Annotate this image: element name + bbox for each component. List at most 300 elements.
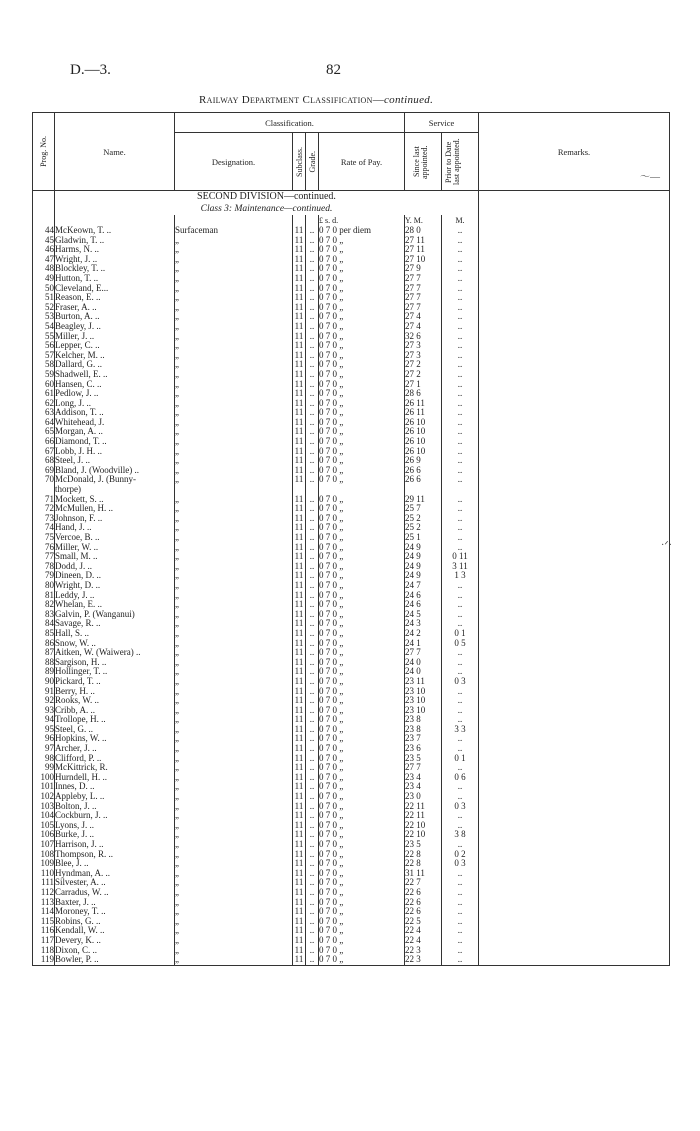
row-number: 71 — [33, 495, 55, 505]
remarks — [479, 917, 670, 927]
service-prior: 0 3 — [442, 677, 479, 687]
table-row — [33, 399, 670, 409]
rate-of-pay: 0 7 0 „ — [319, 907, 405, 917]
table-row — [33, 322, 670, 332]
service-prior: .. — [442, 619, 479, 629]
designation: „ — [175, 840, 293, 850]
grade: .. — [306, 955, 319, 965]
remarks — [479, 437, 670, 447]
service-prior: .. — [442, 763, 479, 773]
table-row — [33, 495, 670, 505]
row-number: 90 — [33, 677, 55, 687]
remarks — [479, 696, 670, 706]
subclass: 11 — [293, 466, 306, 476]
service-since: 24 5 — [405, 610, 442, 620]
table-row — [33, 687, 670, 697]
remarks — [479, 821, 670, 831]
remarks — [479, 523, 670, 533]
subclass: 11 — [293, 658, 306, 668]
designation: „ — [175, 696, 293, 706]
remarks — [479, 936, 670, 946]
service-since: 23 6 — [405, 744, 442, 754]
remarks — [479, 360, 670, 370]
table-row — [33, 562, 670, 572]
service-prior: .. — [442, 514, 479, 524]
rate-of-pay: 0 7 0 „ — [319, 591, 405, 601]
row-number — [33, 485, 55, 495]
subclass: 11 — [293, 648, 306, 658]
table-row — [33, 552, 670, 562]
row-number: 75 — [33, 533, 55, 543]
employee-name: Hand, J. .. — [55, 523, 175, 533]
employee-name: Blockley, T. .. — [55, 264, 175, 274]
employee-name: Small, M. .. — [55, 552, 175, 562]
employee-name: Carradus, W. .. — [55, 888, 175, 898]
service-prior: .. — [442, 917, 479, 927]
remarks — [479, 332, 670, 342]
designation: „ — [175, 802, 293, 812]
grade: .. — [306, 264, 319, 274]
designation: Surfaceman — [175, 226, 293, 236]
remarks — [479, 715, 670, 725]
subclass: 11 — [293, 802, 306, 812]
employee-name: Aitken, W. (Waiwera) .. — [55, 648, 175, 658]
remarks — [479, 543, 670, 553]
employee-name: Kendall, W. .. — [55, 926, 175, 936]
remarks — [479, 859, 670, 869]
subclass: 11 — [293, 591, 306, 601]
service-prior: .. — [442, 226, 479, 236]
grade: .. — [306, 859, 319, 869]
grade: .. — [306, 351, 319, 361]
designation: „ — [175, 955, 293, 965]
rate-of-pay: 0 7 0 „ — [319, 898, 405, 908]
remarks — [479, 907, 670, 917]
service-since: 27 11 — [405, 236, 442, 246]
service-prior: .. — [442, 821, 479, 831]
designation: „ — [175, 255, 293, 265]
table-row — [33, 898, 670, 908]
service-prior — [442, 485, 479, 495]
employee-name: Dixon, C. .. — [55, 946, 175, 956]
subclass: 11 — [293, 946, 306, 956]
subclass: 11 — [293, 888, 306, 898]
employee-name: Mockett, S. .. — [55, 495, 175, 505]
remarks — [479, 734, 670, 744]
rate-units: £ s. d. — [319, 215, 405, 226]
service-prior: .. — [442, 600, 479, 610]
service-prior: .. — [442, 955, 479, 965]
employee-name: Diamond, T. .. — [55, 437, 175, 447]
rate-header: Rate of Pay. — [319, 133, 405, 191]
table-row — [33, 447, 670, 457]
grade: .. — [306, 696, 319, 706]
row-number: 117 — [33, 936, 55, 946]
remarks — [479, 591, 670, 601]
designation: „ — [175, 389, 293, 399]
document-reference: D.—3. — [70, 62, 111, 78]
service-since: 24 9 — [405, 562, 442, 572]
service-prior: 0 1 — [442, 629, 479, 639]
rate-of-pay: 0 7 0 „ — [319, 677, 405, 687]
grade: .. — [306, 926, 319, 936]
remarks — [479, 456, 670, 466]
table-row — [33, 312, 670, 322]
employee-name: McKeown, T. .. — [55, 226, 175, 236]
remarks — [479, 274, 670, 284]
service-prior: .. — [442, 696, 479, 706]
row-number: 52 — [33, 303, 55, 313]
designation: „ — [175, 946, 293, 956]
service-prior: .. — [442, 543, 479, 553]
service-since: 26 6 — [405, 475, 442, 485]
grade: .. — [306, 946, 319, 956]
table-row — [33, 744, 670, 754]
grade: .. — [306, 667, 319, 677]
table-row — [33, 466, 670, 476]
table-row — [33, 456, 670, 466]
rate-of-pay: 0 7 0 „ — [319, 264, 405, 274]
subclass: 11 — [293, 687, 306, 697]
row-number: 50 — [33, 284, 55, 294]
designation: „ — [175, 274, 293, 284]
designation: „ — [175, 504, 293, 514]
remarks — [479, 226, 670, 236]
rate-of-pay: 0 7 0 „ — [319, 284, 405, 294]
remarks — [479, 830, 670, 840]
designation: „ — [175, 427, 293, 437]
rate-of-pay: 0 7 0 „ — [319, 236, 405, 246]
rate-of-pay: 0 7 0 „ — [319, 955, 405, 965]
subclass: 11 — [293, 437, 306, 447]
row-number: 89 — [33, 667, 55, 677]
rate-of-pay: 0 7 0 „ — [319, 696, 405, 706]
employee-name: Archer, J. .. — [55, 744, 175, 754]
table-row — [33, 926, 670, 936]
rate-of-pay: 0 7 0 „ — [319, 360, 405, 370]
rate-of-pay: 0 7 0 „ — [319, 936, 405, 946]
row-number: 48 — [33, 264, 55, 274]
rate-of-pay: 0 7 0 „ — [319, 245, 405, 255]
table-row — [33, 274, 670, 284]
grade: .. — [306, 648, 319, 658]
employee-name: Savage, R. .. — [55, 619, 175, 629]
employee-name: Robins, G. .. — [55, 917, 175, 927]
table-row — [33, 706, 670, 716]
employee-name: Steel, G. .. — [55, 725, 175, 735]
grade: .. — [306, 917, 319, 927]
service-prior: .. — [442, 284, 479, 294]
subclass — [293, 485, 306, 495]
subclass: 11 — [293, 370, 306, 380]
employee-name: Devery, K. .. — [55, 936, 175, 946]
remarks — [479, 264, 670, 274]
row-number: 76 — [33, 543, 55, 553]
service-since: 27 11 — [405, 245, 442, 255]
row-number: 60 — [33, 380, 55, 390]
employee-name: Sargison, H. .. — [55, 658, 175, 668]
grade-header: Grade. — [306, 133, 319, 191]
designation: „ — [175, 447, 293, 457]
rate-of-pay: 0 7 0 „ — [319, 821, 405, 831]
remarks — [479, 667, 670, 677]
grade: .. — [306, 869, 319, 879]
service-prior: .. — [442, 255, 479, 265]
remarks — [479, 677, 670, 687]
service-since: 27 7 — [405, 648, 442, 658]
service-since: 22 6 — [405, 888, 442, 898]
rate-of-pay: 0 7 0 „ — [319, 715, 405, 725]
row-number: 47 — [33, 255, 55, 265]
service-prior: .. — [442, 418, 479, 428]
service-prior: 0 1 — [442, 754, 479, 764]
grade: .. — [306, 773, 319, 783]
remarks — [479, 447, 670, 457]
rate-of-pay: 0 7 0 „ — [319, 523, 405, 533]
rate-of-pay: 0 7 0 „ — [319, 466, 405, 476]
service-since: 27 9 — [405, 264, 442, 274]
row-number: 106 — [33, 830, 55, 840]
table-row — [33, 850, 670, 860]
service-since: 27 7 — [405, 274, 442, 284]
rate-of-pay: 0 7 0 „ — [319, 293, 405, 303]
service-prior: .. — [442, 734, 479, 744]
row-number: 92 — [33, 696, 55, 706]
employee-name: Fraser, A. .. — [55, 303, 175, 313]
row-number: 86 — [33, 639, 55, 649]
designation: „ — [175, 236, 293, 246]
grade: .. — [306, 725, 319, 735]
service-prior: .. — [442, 792, 479, 802]
subclass: 11 — [293, 754, 306, 764]
row-number: 88 — [33, 658, 55, 668]
row-number: 44 — [33, 226, 55, 236]
grade: .. — [306, 687, 319, 697]
employee-name: Bowler, P. .. — [55, 955, 175, 965]
service-since: 22 3 — [405, 955, 442, 965]
remarks — [479, 773, 670, 783]
table-row — [33, 734, 670, 744]
grade: .. — [306, 533, 319, 543]
rate-of-pay: 0 7 0 „ — [319, 322, 405, 332]
grade: .. — [306, 389, 319, 399]
employee-name: Hall, S. .. — [55, 629, 175, 639]
employee-name: Cockburn, J. .. — [55, 811, 175, 821]
table-row — [33, 226, 670, 236]
table-row — [33, 677, 670, 687]
employee-name: Moroney, T. .. — [55, 907, 175, 917]
designation: „ — [175, 677, 293, 687]
row-number: 66 — [33, 437, 55, 447]
rate-of-pay: 0 7 0 „ — [319, 619, 405, 629]
remarks — [479, 754, 670, 764]
row-number: 101 — [33, 782, 55, 792]
table-row — [33, 648, 670, 658]
service-since: 22 6 — [405, 898, 442, 908]
service-since: 22 10 — [405, 830, 442, 840]
rate-of-pay — [319, 485, 405, 495]
designation: „ — [175, 792, 293, 802]
remarks — [479, 485, 670, 495]
row-number: 54 — [33, 322, 55, 332]
service-prior: 0 3 — [442, 859, 479, 869]
employee-name: Clifford, P. .. — [55, 754, 175, 764]
service-since: 26 6 — [405, 466, 442, 476]
remarks — [479, 245, 670, 255]
grade: .. — [306, 677, 319, 687]
subclass: 11 — [293, 226, 306, 236]
remarks — [479, 552, 670, 562]
subclass: 11 — [293, 293, 306, 303]
subclass: 11 — [293, 859, 306, 869]
service-prior: 0 2 — [442, 850, 479, 860]
service-prior: .. — [442, 581, 479, 591]
employee-name: Miller, W. .. — [55, 543, 175, 553]
remarks — [479, 303, 670, 313]
service-since: 27 3 — [405, 341, 442, 351]
service-since: 22 11 — [405, 802, 442, 812]
table-row — [33, 907, 670, 917]
grade: .. — [306, 754, 319, 764]
subclass: 11 — [293, 792, 306, 802]
designation-header: Designation. — [175, 133, 293, 191]
row-number: 102 — [33, 792, 55, 802]
grade: .. — [306, 408, 319, 418]
employee-name: Wright, J. .. — [55, 255, 175, 265]
designation: „ — [175, 907, 293, 917]
row-number: 96 — [33, 734, 55, 744]
subclass: 11 — [293, 245, 306, 255]
service-prior: .. — [442, 236, 479, 246]
service-prior: .. — [442, 898, 479, 908]
service-prior: .. — [442, 946, 479, 956]
employee-name: Berry, H. .. — [55, 687, 175, 697]
employee-name: Leddy, J. .. — [55, 591, 175, 601]
row-number: 114 — [33, 907, 55, 917]
remarks — [479, 389, 670, 399]
table-row — [33, 408, 670, 418]
table-row — [33, 629, 670, 639]
row-number: 110 — [33, 869, 55, 879]
service-since: 24 9 — [405, 571, 442, 581]
subclass: 11 — [293, 495, 306, 505]
rate-of-pay: 0 7 0 „ — [319, 811, 405, 821]
row-number: 115 — [33, 917, 55, 927]
row-number: 100 — [33, 773, 55, 783]
service-prior: .. — [442, 744, 479, 754]
rate-of-pay: 0 7 0 „ — [319, 581, 405, 591]
subclass: 11 — [293, 514, 306, 524]
remarks — [479, 514, 670, 524]
service-prior: .. — [442, 380, 479, 390]
table-row — [33, 754, 670, 764]
grade: .. — [306, 802, 319, 812]
row-number: 80 — [33, 581, 55, 591]
designation: „ — [175, 869, 293, 879]
service-since: 22 7 — [405, 878, 442, 888]
grade: .. — [306, 226, 319, 236]
service-since: 22 5 — [405, 917, 442, 927]
designation: „ — [175, 245, 293, 255]
title-main: Railway Department Classification— — [199, 94, 384, 106]
table-row — [33, 571, 670, 581]
title-continued: continued. — [384, 94, 434, 106]
grade: .. — [306, 610, 319, 620]
remarks — [479, 619, 670, 629]
table-row — [33, 504, 670, 514]
remarks — [479, 562, 670, 572]
employee-name: Harms, N. .. — [55, 245, 175, 255]
designation: „ — [175, 581, 293, 591]
designation: „ — [175, 543, 293, 553]
service-prior: .. — [442, 667, 479, 677]
remarks — [479, 533, 670, 543]
since-header: Since last appointed. — [405, 133, 442, 191]
subclass: 11 — [293, 533, 306, 543]
service-since: 23 10 — [405, 706, 442, 716]
table-row — [33, 792, 670, 802]
service-since: 23 5 — [405, 754, 442, 764]
rate-of-pay: 0 7 0 „ — [319, 418, 405, 428]
grade: .. — [306, 878, 319, 888]
remarks — [479, 763, 670, 773]
subclass: 11 — [293, 878, 306, 888]
service-since: 23 8 — [405, 715, 442, 725]
subclass: 11 — [293, 840, 306, 850]
rate-of-pay: 0 7 0 „ — [319, 533, 405, 543]
employee-name: Galvin, P. (Wanganui) — [55, 610, 175, 620]
employee-name: Gladwin, T. .. — [55, 236, 175, 246]
service-since — [405, 485, 442, 495]
table-row — [33, 946, 670, 956]
rate-of-pay: 0 7 0 „ — [319, 878, 405, 888]
remarks — [479, 782, 670, 792]
table-row — [33, 600, 670, 610]
service-prior: .. — [442, 264, 479, 274]
subclass: 11 — [293, 782, 306, 792]
row-number: 49 — [33, 274, 55, 284]
remarks — [479, 840, 670, 850]
rate-of-pay: 0 7 0 „ — [319, 754, 405, 764]
service-since: 28 0 — [405, 226, 442, 236]
service-since: 27 7 — [405, 284, 442, 294]
subclass: 11 — [293, 734, 306, 744]
table-row — [33, 427, 670, 437]
subclass: 11 — [293, 255, 306, 265]
service-since: 27 10 — [405, 255, 442, 265]
designation: „ — [175, 936, 293, 946]
service-since: 29 11 — [405, 495, 442, 505]
employee-name: Hollinger, T. .. — [55, 667, 175, 677]
grade: .. — [306, 600, 319, 610]
rate-of-pay: 0 7 0 „ — [319, 600, 405, 610]
table-row — [33, 859, 670, 869]
remarks — [479, 581, 670, 591]
rate-of-pay: 0 7 0 per diem — [319, 226, 405, 236]
employee-name: McKittrick, R. — [55, 763, 175, 773]
prog-no-header: Prog. No. — [33, 113, 55, 191]
table-row — [33, 802, 670, 812]
service-since: 27 7 — [405, 763, 442, 773]
service-prior: .. — [442, 399, 479, 409]
employee-name: Hurndell, H. .. — [55, 773, 175, 783]
service-since: 25 2 — [405, 514, 442, 524]
grade: .. — [306, 370, 319, 380]
subclass: 11 — [293, 811, 306, 821]
subclass: 11 — [293, 898, 306, 908]
row-number: 61 — [33, 389, 55, 399]
subclass: 11 — [293, 571, 306, 581]
